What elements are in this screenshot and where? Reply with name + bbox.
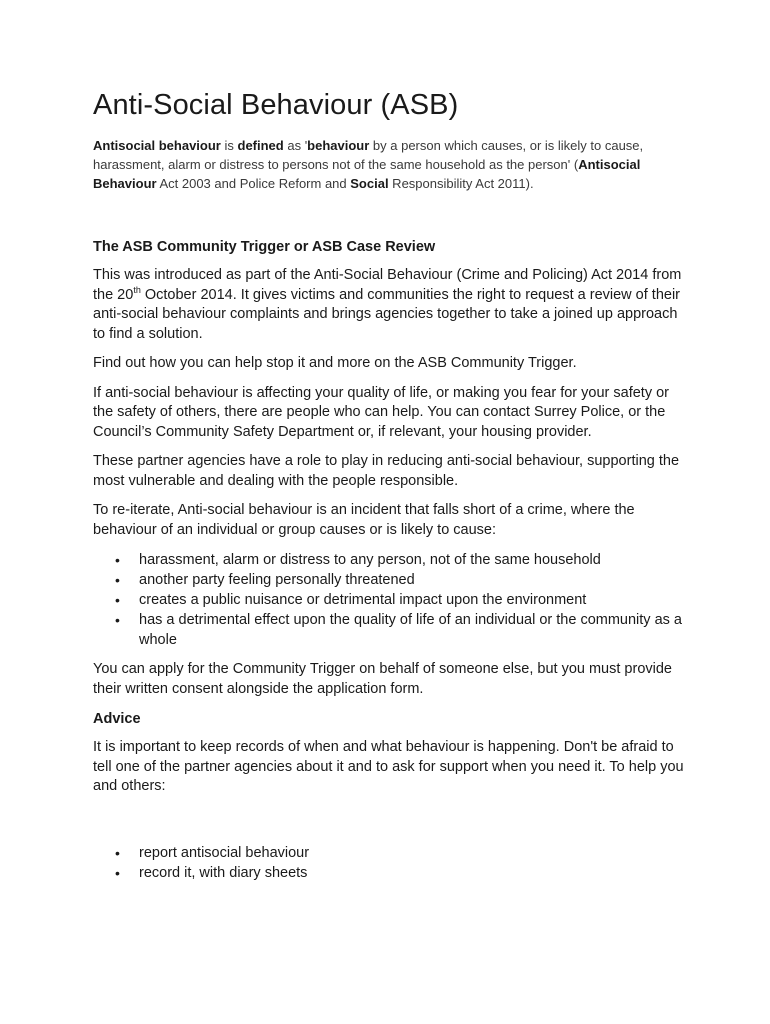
advice-list xyxy=(93,843,693,883)
trigger-intro-text: October 2014. It gives victims and communities the right to request a review of their anti-social behaviour complaints and brings agencies together to take a joined up approach to find a solution. xyxy=(93,286,681,342)
list-item-text: report antisocial behaviour xyxy=(139,844,310,861)
list-item xyxy=(93,863,693,883)
trigger-intro-text: This was introduced as part of the Anti-Social Behaviour (Crime and Policing) Act 2014 from the 20 xyxy=(93,267,682,303)
trigger-heading: The ASB Community Trigger or ASB Case Review xyxy=(93,239,436,255)
document-page xyxy=(93,86,693,893)
apply-paragraph: You can apply for the Community Trigger on behalf of someone else, but you must provide their written consent alongside the application form. xyxy=(93,661,672,697)
definition-text: as ' xyxy=(283,138,308,153)
partners-paragraph: These partner agencies have a role to play in reducing anti-social behaviour, supporting the most vulnerable and dealing with the people responsible. xyxy=(93,453,680,489)
advice-paragraph: It is important to keep records of when and what behaviour is happening. Don't be afraid to tell one of the partner agencies about it and to ask for support when you need it. To help you and others: xyxy=(93,739,684,794)
definition-term: defined xyxy=(237,138,284,153)
find-out-paragraph: Find out how you can help stop it and more on the ASB Community Trigger. xyxy=(93,355,577,371)
definition-text: Act 2003 and Police Reform and xyxy=(156,176,351,191)
definition-text: Responsibility Act 2011). xyxy=(388,176,534,191)
bullet-icon: • xyxy=(115,552,120,568)
list-item xyxy=(93,610,693,650)
bullet-icon: • xyxy=(115,572,120,588)
advice-heading: Advice xyxy=(93,711,141,727)
list-item-text: record it, with diary sheets xyxy=(139,864,308,881)
list-item-text: creates a public nuisance or detrimental impact upon the environment xyxy=(139,592,587,608)
trigger-intro-paragraph xyxy=(93,266,693,344)
spacer xyxy=(93,807,693,843)
definition-paragraph xyxy=(93,136,693,193)
bullet-icon: • xyxy=(115,864,120,881)
ordinal-suffix: th xyxy=(133,284,141,295)
bullet-icon: • xyxy=(115,592,120,608)
bullet-icon: • xyxy=(115,844,120,861)
list-item-text: harassment, alarm or distress to any person, not of the same household xyxy=(139,552,601,568)
page-title: Anti-Social Behaviour (ASB) xyxy=(93,89,459,121)
reiterate-paragraph: To re-iterate, Anti-social behaviour is an incident that falls short of a crime, where the behaviour of an individual or group causes or is likely to cause: xyxy=(93,502,635,538)
list-item xyxy=(93,550,693,570)
list-item-text: another party feeling personally threatened xyxy=(139,572,415,588)
definition-term: Social xyxy=(350,176,389,191)
definition-text: by a person which causes, or is likely to cause, harassment, alarm or distress to persons not of the same household as the person' ( xyxy=(93,138,644,172)
list-item xyxy=(93,570,693,590)
bullet-icon: • xyxy=(115,612,120,628)
definition-term: Antisocial behaviour xyxy=(93,138,221,153)
list-item-text: has a detrimental effect upon the quality of life of an individual or the community as a whole xyxy=(139,612,682,648)
causes-list xyxy=(93,550,693,650)
list-item xyxy=(93,843,693,863)
definition-term: Antisocial Behaviour xyxy=(93,157,641,191)
definition-text: is xyxy=(220,138,238,153)
definition-term: behaviour xyxy=(307,138,370,153)
list-item xyxy=(93,590,693,610)
affecting-paragraph: If anti-social behaviour is affecting your quality of life, or making you fear for your safety or the safety of others, there are people who can help. You can contact Surrey Police, or the Council’s Community Safety Department or, if relevant, your housing provider. xyxy=(93,384,669,440)
